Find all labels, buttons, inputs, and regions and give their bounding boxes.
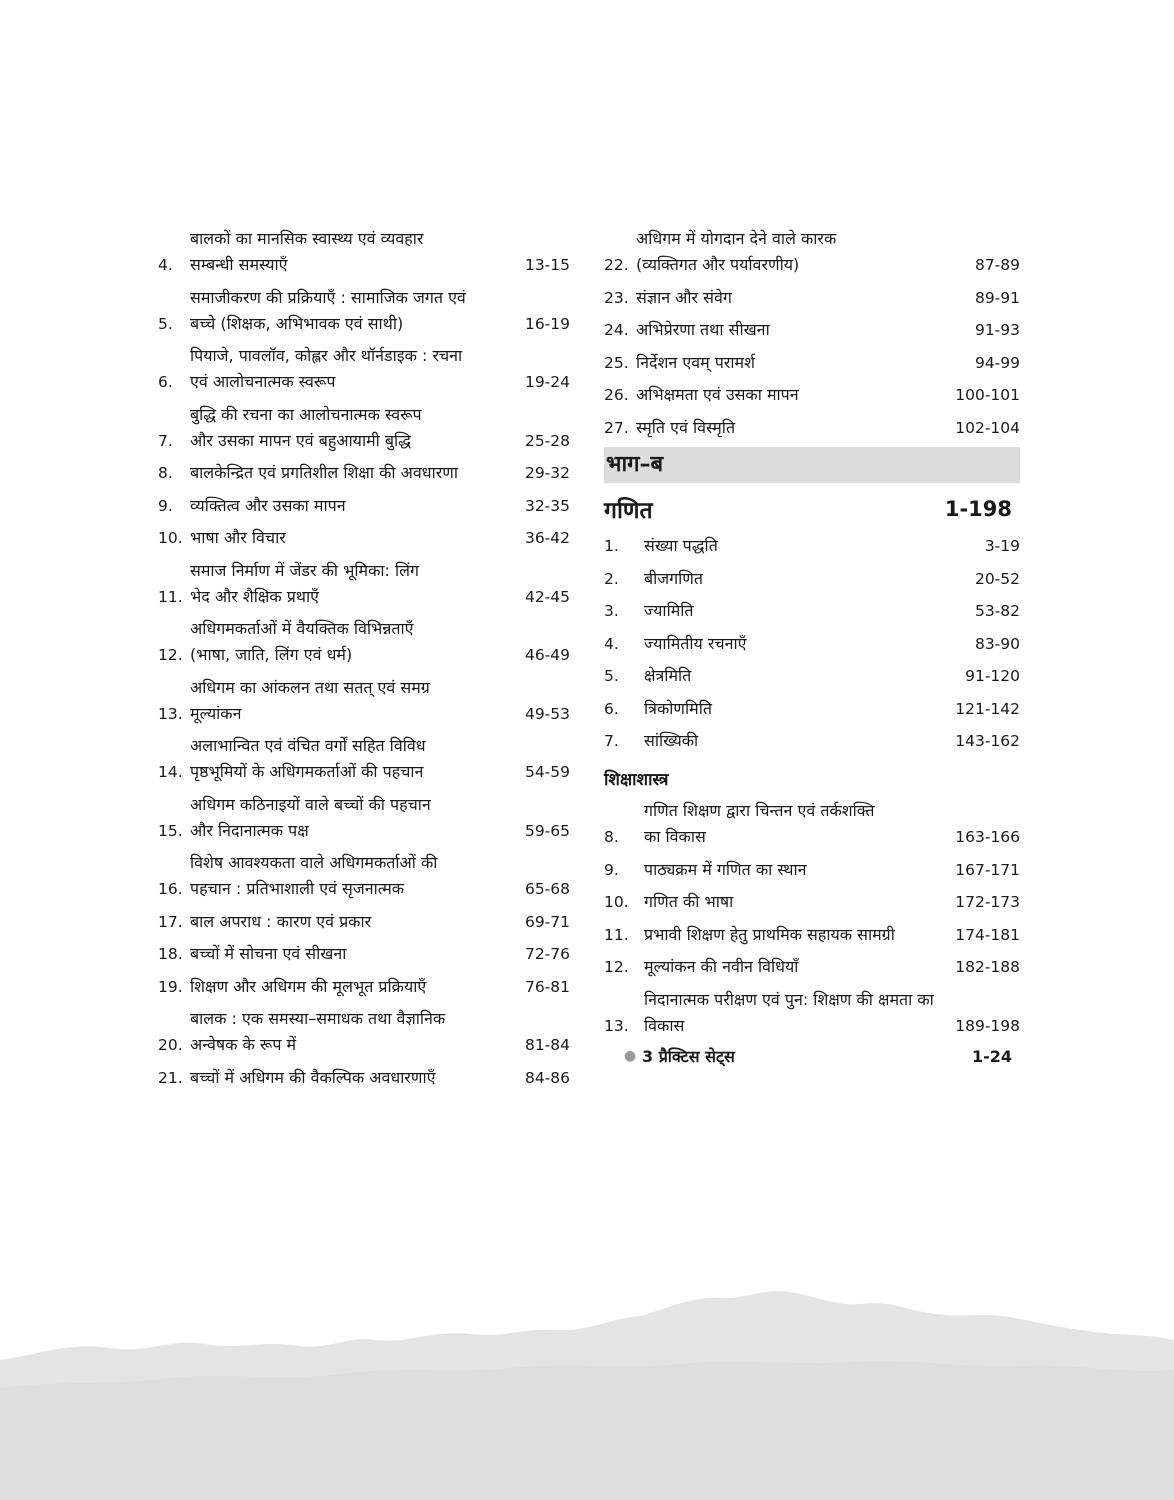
entry-title-line: बुद्धि की रचना का आलोचनात्मक स्वरूप (190, 404, 422, 424)
toc-entry (158, 733, 570, 785)
entry-number: 24. (604, 321, 629, 339)
entry-pages: 167-171 (955, 860, 1020, 879)
entry-title (644, 696, 949, 722)
entry-number: 10. (158, 529, 183, 547)
entry-title (644, 631, 969, 657)
entry-title (644, 987, 949, 1039)
entry-number: 11. (604, 925, 629, 944)
entry-title-line: मूल्यांकन की नवीन विधियाँ (644, 957, 799, 976)
entry-number: 5. (604, 667, 619, 685)
toc-entry (604, 696, 1020, 722)
entry-title (190, 460, 519, 486)
entry-number: 9. (158, 496, 173, 515)
entry-pages: 91-93 (974, 321, 1020, 339)
math-entries (604, 533, 1020, 754)
toc-entry (604, 728, 1020, 754)
entry-title-line: और निदानात्मक पक्ष (190, 820, 309, 840)
entry-title (190, 941, 519, 967)
toc-entry (604, 382, 1020, 408)
entry-title-line: गणित शिक्षण द्वारा चिन्तन एवं तर्कशक्ति (644, 801, 875, 820)
entry-title-line: ज्यामितीय रचनाएँ (644, 633, 747, 653)
entry-number: 13. (158, 704, 183, 723)
entry-title-line: अधिगम का आंकलन तथा सतत् एवं समग्र (190, 677, 430, 697)
toc-entry (604, 889, 1020, 915)
entry-pages: 29-32 (524, 464, 570, 482)
entry-title (644, 798, 949, 850)
toc-entry (604, 922, 1020, 948)
entry-title-line: पाठ्यक्रम में गणित का स्थान (644, 859, 807, 879)
entry-title (190, 525, 519, 551)
entry-pages: 72-76 (524, 945, 570, 963)
toc-entry (158, 850, 570, 902)
entry-pages: 87-89 (974, 256, 1020, 274)
entry-pages: 172-173 (955, 893, 1020, 911)
entry-title (644, 598, 969, 624)
entry-title-line: बाल अपराध : कारण एवं प्रकार (190, 911, 372, 931)
entry-title (190, 616, 519, 668)
entry-title (190, 792, 519, 844)
entry-title-line: निदानात्मक परीक्षण एवं पुन: शिक्षण की क्षमता का (644, 989, 934, 1009)
entry-pages: 163-166 (955, 828, 1020, 846)
entry-title (636, 226, 969, 278)
entry-title-line: बालक : एक समस्या–समाधक तथा वैज्ञानिक (190, 1009, 446, 1028)
entry-pages: 100-101 (955, 386, 1020, 404)
toc-right-column (604, 226, 1020, 1067)
toc-entry (604, 598, 1020, 624)
toc-entry (158, 525, 570, 551)
entry-title-line: अधिगम में योगदान देने वाले कारक (636, 229, 837, 248)
entry-pages: 76-81 (524, 977, 570, 996)
toc-part-a-continued (604, 226, 1020, 441)
bullet-dot-icon: ● (624, 1048, 637, 1064)
toc-entry (158, 675, 570, 727)
pedagogy-heading: शिक्षाशास्त्र (604, 770, 669, 790)
entry-title (190, 558, 519, 610)
entry-number: 19. (158, 977, 183, 996)
entry-pages: 49-53 (524, 704, 570, 723)
entry-pages: 83-90 (974, 634, 1020, 653)
entry-number: 11. (158, 587, 183, 606)
entry-title (644, 728, 949, 754)
entry-title-line: स्मृति एवं विस्मृति (636, 417, 736, 437)
toc-entry (158, 285, 570, 337)
entry-number: 18. (158, 945, 183, 963)
entry-title (190, 733, 519, 785)
entry-title-line: त्रिकोणमिति (644, 698, 712, 718)
entry-number: 8. (604, 828, 619, 846)
practice-sets-row (604, 1045, 1020, 1067)
toc-entry (604, 317, 1020, 343)
entry-pages: 65-68 (524, 880, 570, 898)
toc-entry (604, 663, 1020, 689)
entry-pages: 19-24 (524, 373, 570, 391)
entry-title-line: (व्यक्तिगत और पर्यावरणीय) (636, 255, 800, 274)
entry-title-line: का विकास (644, 827, 706, 846)
entry-number: 7. (158, 431, 173, 450)
entry-title-line: एवं आलोचनात्मक स्वरूप (190, 372, 336, 391)
toc-entry (604, 350, 1020, 376)
entry-title (636, 350, 969, 376)
entry-number: 20. (158, 1036, 183, 1054)
entry-title-line: सम्बन्धी समस्याएँ (190, 255, 288, 274)
entry-number: 7. (604, 732, 619, 750)
entry-pages: 20-52 (974, 569, 1020, 588)
entry-title (636, 382, 949, 408)
entry-number: 16. (158, 880, 183, 898)
entry-pages: 59-65 (524, 821, 570, 840)
entry-title (190, 675, 519, 727)
entry-title (190, 974, 519, 1000)
entry-title-line: भेद और शैक्षिक प्रथाएँ (190, 586, 320, 606)
entry-title-line: बच्चे (शिक्षक, अभिभावक एवं साथी) (190, 313, 404, 333)
pedagogy-entries (604, 798, 1020, 1039)
practice-sets-range: 1-24 (971, 1046, 1012, 1066)
entry-title (636, 415, 949, 441)
entry-pages: 46-49 (524, 646, 570, 664)
entry-title (644, 566, 969, 592)
toc-entry (604, 533, 1020, 559)
entry-number: 23. (604, 288, 629, 307)
toc-entry (158, 558, 570, 610)
entry-number: 15. (158, 821, 183, 840)
entry-title (190, 343, 519, 395)
entry-number: 3. (604, 602, 619, 620)
entry-title-line: बालकों का मानसिक स्वास्थ्य एवं व्यवहार (190, 229, 424, 248)
entry-title-line: प्रभावी शिक्षण हेतु प्राथमिक सहायक सामग्री (644, 924, 895, 944)
practice-sets-label: 3 प्रैक्टिस सेट्स (642, 1047, 735, 1066)
entry-title (644, 857, 949, 883)
entry-title (644, 889, 949, 915)
entry-title-line: ज्यामिति (644, 601, 694, 620)
toc-entry (604, 798, 1020, 850)
entry-pages: 54-59 (524, 763, 570, 781)
entry-number: 22. (604, 256, 629, 274)
entry-pages: 84-86 (524, 1068, 570, 1087)
subject-title: गणित (604, 498, 653, 524)
entry-pages: 189-198 (955, 1016, 1020, 1035)
entry-number: 17. (158, 912, 183, 931)
toc-entry (604, 566, 1020, 592)
entry-number: 27. (604, 418, 629, 437)
toc-left-column (158, 226, 570, 1097)
entry-title (644, 533, 979, 559)
entry-pages: 42-45 (524, 587, 570, 606)
entry-title-line: विशेष आवश्यकता वाले अधिगमकर्ताओं की (190, 853, 438, 872)
entry-title-line: पियाजे, पावलॉव, कोह्लर और थॉर्नडाइक : रचना (190, 346, 463, 365)
entry-title-line: विकास (644, 1015, 685, 1035)
entry-title-line: सांख्यिकी (644, 731, 699, 750)
entry-title-line: (भाषा, जाति, लिंग एवं धर्म) (190, 645, 353, 664)
entry-number: 1. (604, 537, 619, 555)
entry-title-line: शिक्षण और अधिगम की मूलभूत प्रक्रियाएँ (190, 976, 427, 996)
entry-pages: 3-19 (984, 537, 1020, 555)
entry-title (636, 285, 969, 311)
section-heading-bhag-b: भाग–ब (604, 447, 1020, 483)
toc-entry (158, 909, 570, 935)
toc-entry (158, 1006, 570, 1058)
entry-number: 6. (604, 699, 619, 718)
entry-pages: 143-162 (955, 732, 1020, 750)
toc-entry (158, 343, 570, 395)
toc-entry (604, 415, 1020, 441)
toc-entry (158, 941, 570, 967)
subject-heading-math (604, 489, 1020, 529)
decorative-hills-footer (0, 1270, 1174, 1500)
toc-entry (158, 1065, 570, 1091)
entry-pages: 69-71 (524, 912, 570, 931)
entry-title (190, 1065, 519, 1091)
entry-number: 8. (158, 464, 173, 482)
entry-pages: 94-99 (974, 353, 1020, 372)
entry-title (190, 1006, 519, 1058)
entry-title (190, 226, 519, 278)
entry-pages: 102-104 (955, 418, 1020, 437)
entry-title-line: पहचान : प्रतिभाशाली एवं सृजनात्मक (190, 879, 405, 898)
entry-title (644, 922, 949, 948)
entry-pages: 182-188 (955, 958, 1020, 976)
toc-entry (158, 792, 570, 844)
entry-title-line: संज्ञान और संवेग (636, 287, 732, 307)
entry-title-line: अभिप्रेरणा तथा सीखना (636, 320, 770, 339)
entry-pages: 16-19 (524, 314, 570, 333)
toc-entry (158, 616, 570, 668)
entry-title-line: बच्चों में अधिगम की वैकल्पिक अवधारणाएँ (190, 1067, 436, 1087)
entry-number: 25. (604, 353, 629, 372)
toc-entry (158, 402, 570, 454)
entry-title-line: अभिक्षमता एवं उसका मापन (636, 385, 799, 404)
entry-title-line: क्षेत्रमिति (644, 666, 692, 685)
entry-title-line: भाषा और विचार (190, 528, 286, 547)
entry-pages: 89-91 (974, 288, 1020, 307)
entry-pages: 91-120 (965, 667, 1020, 685)
entry-title-line: और उसका मापन एवं बहुआयामी बुद्धि (190, 430, 411, 450)
subject-page-range: 1-198 (944, 497, 1012, 521)
entry-title-line: गणित की भाषा (644, 892, 734, 911)
entry-title (190, 493, 519, 519)
entry-title (190, 402, 519, 454)
entry-pages: 53-82 (974, 602, 1020, 620)
entry-title (636, 317, 969, 343)
entry-title-line: अधिगम कठिनाइयों वाले बच्चों की पहचान (190, 794, 431, 814)
entry-number: 2. (604, 569, 619, 588)
entry-number: 5. (158, 314, 173, 333)
entry-title-line: समाजीकरण की प्रक्रियाएँ : सामाजिक जगत एवं (190, 287, 466, 307)
toc-entry (158, 974, 570, 1000)
entry-pages: 121-142 (955, 699, 1020, 718)
entry-title (644, 954, 949, 980)
entry-number: 14. (158, 763, 183, 781)
toc-entry (158, 460, 570, 486)
entry-pages: 13-15 (524, 256, 570, 274)
entry-number: 12. (604, 958, 629, 976)
entry-title-line: संख्या पद्धति (644, 536, 718, 555)
entry-number: 10. (604, 893, 629, 911)
entry-title (644, 663, 959, 689)
entry-number: 9. (604, 860, 619, 879)
entry-number: 13. (604, 1016, 629, 1035)
entry-pages: 32-35 (524, 496, 570, 515)
entry-number: 12. (158, 646, 183, 664)
entry-number: 6. (158, 373, 173, 391)
entry-title-line: व्यक्तित्व और उसका मापन (190, 495, 346, 515)
entry-title (190, 909, 519, 935)
toc-entry (604, 285, 1020, 311)
entry-title-line: मूल्यांकन (190, 703, 242, 723)
toc-entry (604, 226, 1020, 278)
toc-entry (158, 493, 570, 519)
entry-title-line: अधिगमकर्ताओं में वैयक्तिक विभिन्नताएँ (190, 619, 414, 638)
entry-title-line: समाज निर्माण में जेंडर की भूमिका: लिंग (190, 560, 419, 580)
entry-pages: 174-181 (955, 925, 1020, 944)
entry-title-line: अन्वेषक के रूप में (190, 1035, 297, 1054)
entry-pages: 36-42 (524, 529, 570, 547)
entry-pages: 81-84 (524, 1036, 570, 1054)
entry-pages: 25-28 (524, 431, 570, 450)
toc-entry (604, 631, 1020, 657)
entry-title-line: बीजगणित (644, 568, 703, 588)
entry-number: 21. (158, 1068, 183, 1087)
entry-number: 26. (604, 386, 629, 404)
entry-number: 4. (158, 256, 173, 274)
entry-title (190, 285, 519, 337)
entry-number: 4. (604, 634, 619, 653)
toc-entry (158, 226, 570, 278)
entry-title (190, 850, 519, 902)
entry-title-line: निर्देशन एवम् परामर्श (636, 352, 755, 372)
toc-entry (604, 954, 1020, 980)
toc-entry (604, 857, 1020, 883)
entry-title-line: अलाभान्वित एवं वंचित वर्गों सहित विविध (190, 736, 426, 755)
entry-title-line: बालकेन्द्रित एवं प्रगतिशील शिक्षा की अवधारणा (190, 463, 458, 482)
entry-title-line: पृष्ठभूमियों के अधिगमकर्ताओं की पहचान (190, 762, 424, 781)
entry-title-line: बच्चों में सोचना एवं सीखना (190, 944, 347, 963)
toc-entry (604, 987, 1020, 1039)
